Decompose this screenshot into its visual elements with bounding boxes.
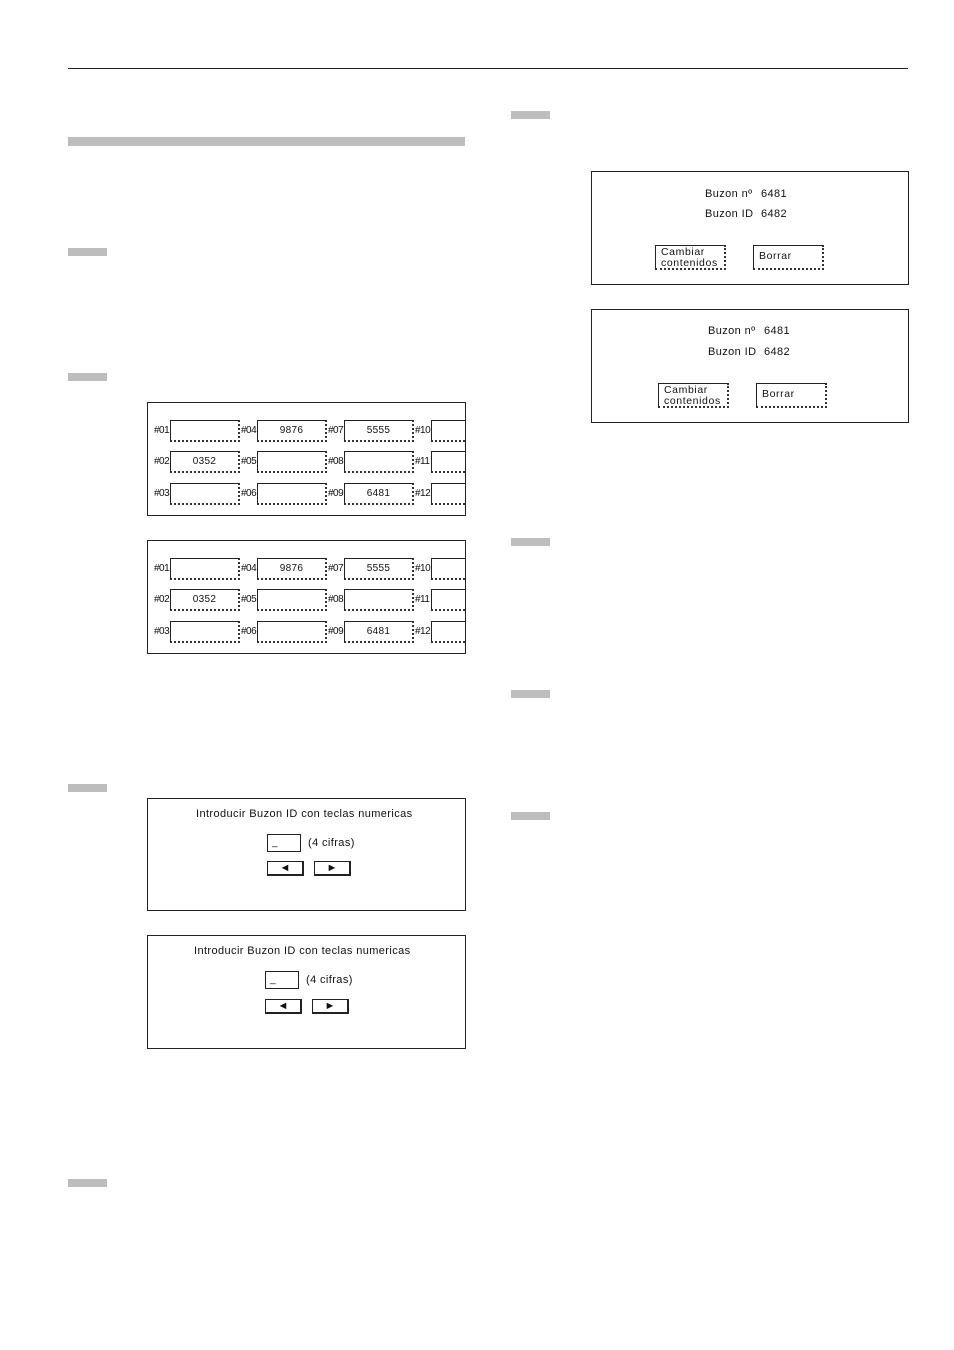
- mailbox-number-value: 6481: [761, 188, 788, 200]
- mailbox-slot-label: #05: [241, 456, 257, 467]
- id-entry-panel: [147, 798, 466, 911]
- mailbox-slot-label: #09: [328, 488, 344, 499]
- mailbox-slot-button[interactable]: [431, 589, 466, 611]
- left-arrow-icon: ◄: [277, 1000, 289, 1012]
- change-contents-button[interactable]: [655, 245, 726, 270]
- mailbox-slot-label: #09: [328, 626, 344, 637]
- mailbox-slot-button[interactable]: [431, 483, 466, 505]
- mailbox-slot-button[interactable]: [257, 451, 327, 473]
- mailbox-id-value: 6482: [761, 208, 788, 220]
- mailbox-slot-button[interactable]: [344, 451, 414, 473]
- change-button-line2: contenidos: [664, 395, 721, 407]
- step-marker: [68, 784, 107, 792]
- mailbox-slot-button[interactable]: 9876: [257, 420, 327, 442]
- mailbox-slot-button[interactable]: 0352: [170, 589, 240, 611]
- delete-button[interactable]: Borrar: [756, 383, 827, 408]
- mailbox-slot-label: #04: [241, 563, 257, 574]
- change-button-line1: Cambiar: [661, 246, 705, 258]
- mailbox-slot-label: #06: [241, 488, 257, 499]
- change-contents-button[interactable]: [658, 383, 729, 408]
- mailbox-number-label: Buzon nº: [708, 325, 756, 337]
- mailbox-slot-label: #08: [328, 456, 344, 467]
- mailbox-id-value: 6482: [764, 346, 791, 358]
- mailbox-slot-button[interactable]: [344, 589, 414, 611]
- mailbox-slot-button[interactable]: 6481: [344, 483, 414, 505]
- change-button-line2: contenidos: [661, 257, 718, 269]
- mailbox-slot-label: #11: [415, 456, 430, 467]
- mailbox-slot-button[interactable]: [257, 483, 327, 505]
- mailbox-slot-label: #07: [328, 563, 344, 574]
- mailbox-slot-button[interactable]: [431, 420, 466, 442]
- mailbox-slot-button[interactable]: [431, 558, 466, 580]
- left-arrow-button[interactable]: [265, 999, 302, 1014]
- right-arrow-icon: ►: [324, 1000, 336, 1012]
- mailbox-detail-panel: [591, 171, 909, 285]
- step-marker: [68, 1179, 107, 1187]
- id-input-field[interactable]: _: [265, 971, 299, 989]
- entry-title: Introducir Buzon ID con teclas numericas: [194, 945, 411, 957]
- mailbox-slot-button[interactable]: [257, 589, 327, 611]
- mailbox-slot-button[interactable]: [170, 621, 240, 643]
- mailbox-slot-button[interactable]: 6481: [344, 621, 414, 643]
- mailbox-slot-button[interactable]: [170, 483, 240, 505]
- mailbox-slot-button[interactable]: 5555: [344, 420, 414, 442]
- mailbox-slot-button[interactable]: [431, 621, 466, 643]
- mailbox-slot-label: #04: [241, 425, 257, 436]
- mailbox-grid-panel: [147, 402, 466, 516]
- left-arrow-icon: ◄: [279, 862, 291, 874]
- section-header-bar: [68, 137, 465, 146]
- mailbox-slot-label: #08: [328, 594, 344, 605]
- step-marker: [511, 111, 550, 119]
- right-arrow-button[interactable]: [314, 861, 351, 876]
- digits-hint: (4 cifras): [306, 974, 353, 986]
- mailbox-slot-label: #03: [154, 626, 170, 637]
- id-entry-panel: [147, 935, 466, 1049]
- mailbox-slot-label: #10: [415, 563, 431, 574]
- mailbox-slot-button[interactable]: [257, 621, 327, 643]
- mailbox-detail-panel: [591, 309, 909, 423]
- mailbox-slot-label: #12: [415, 488, 431, 499]
- entry-title: Introducir Buzon ID con teclas numericas: [196, 808, 413, 820]
- step-marker: [68, 373, 107, 381]
- id-input-field[interactable]: _: [267, 834, 301, 852]
- mailbox-slot-button[interactable]: 9876: [257, 558, 327, 580]
- mailbox-slot-button[interactable]: 0352: [170, 451, 240, 473]
- step-marker: [511, 538, 550, 546]
- mailbox-slot-button[interactable]: [170, 558, 240, 580]
- mailbox-slot-label: #07: [328, 425, 344, 436]
- step-marker: [511, 690, 550, 698]
- mailbox-slot-label: #10: [415, 425, 431, 436]
- step-marker: [511, 812, 550, 820]
- mailbox-grid-panel: [147, 540, 466, 654]
- right-arrow-icon: ►: [326, 862, 338, 874]
- mailbox-slot-label: #12: [415, 626, 431, 637]
- mailbox-slot-button[interactable]: [431, 451, 466, 473]
- step-marker: [68, 248, 107, 256]
- mailbox-slot-button[interactable]: [170, 420, 240, 442]
- mailbox-slot-label: #01: [154, 425, 170, 436]
- mailbox-slot-label: #11: [415, 594, 430, 605]
- mailbox-slot-label: #02: [154, 456, 170, 467]
- mailbox-slot-label: #01: [154, 563, 170, 574]
- mailbox-slot-label: #02: [154, 594, 170, 605]
- digits-hint: (4 cifras): [308, 837, 355, 849]
- mailbox-id-label: Buzon ID: [708, 346, 757, 358]
- top-rule: [68, 68, 908, 69]
- mailbox-slot-label: #06: [241, 626, 257, 637]
- mailbox-id-label: Buzon ID: [705, 208, 754, 220]
- change-button-line1: Cambiar: [664, 384, 708, 396]
- mailbox-number-label: Buzon nº: [705, 188, 753, 200]
- mailbox-slot-button[interactable]: 5555: [344, 558, 414, 580]
- left-arrow-button[interactable]: [267, 861, 304, 876]
- mailbox-slot-label: #05: [241, 594, 257, 605]
- delete-button[interactable]: Borrar: [753, 245, 824, 270]
- right-arrow-button[interactable]: [312, 999, 349, 1014]
- mailbox-slot-label: #03: [154, 488, 170, 499]
- mailbox-number-value: 6481: [764, 325, 791, 337]
